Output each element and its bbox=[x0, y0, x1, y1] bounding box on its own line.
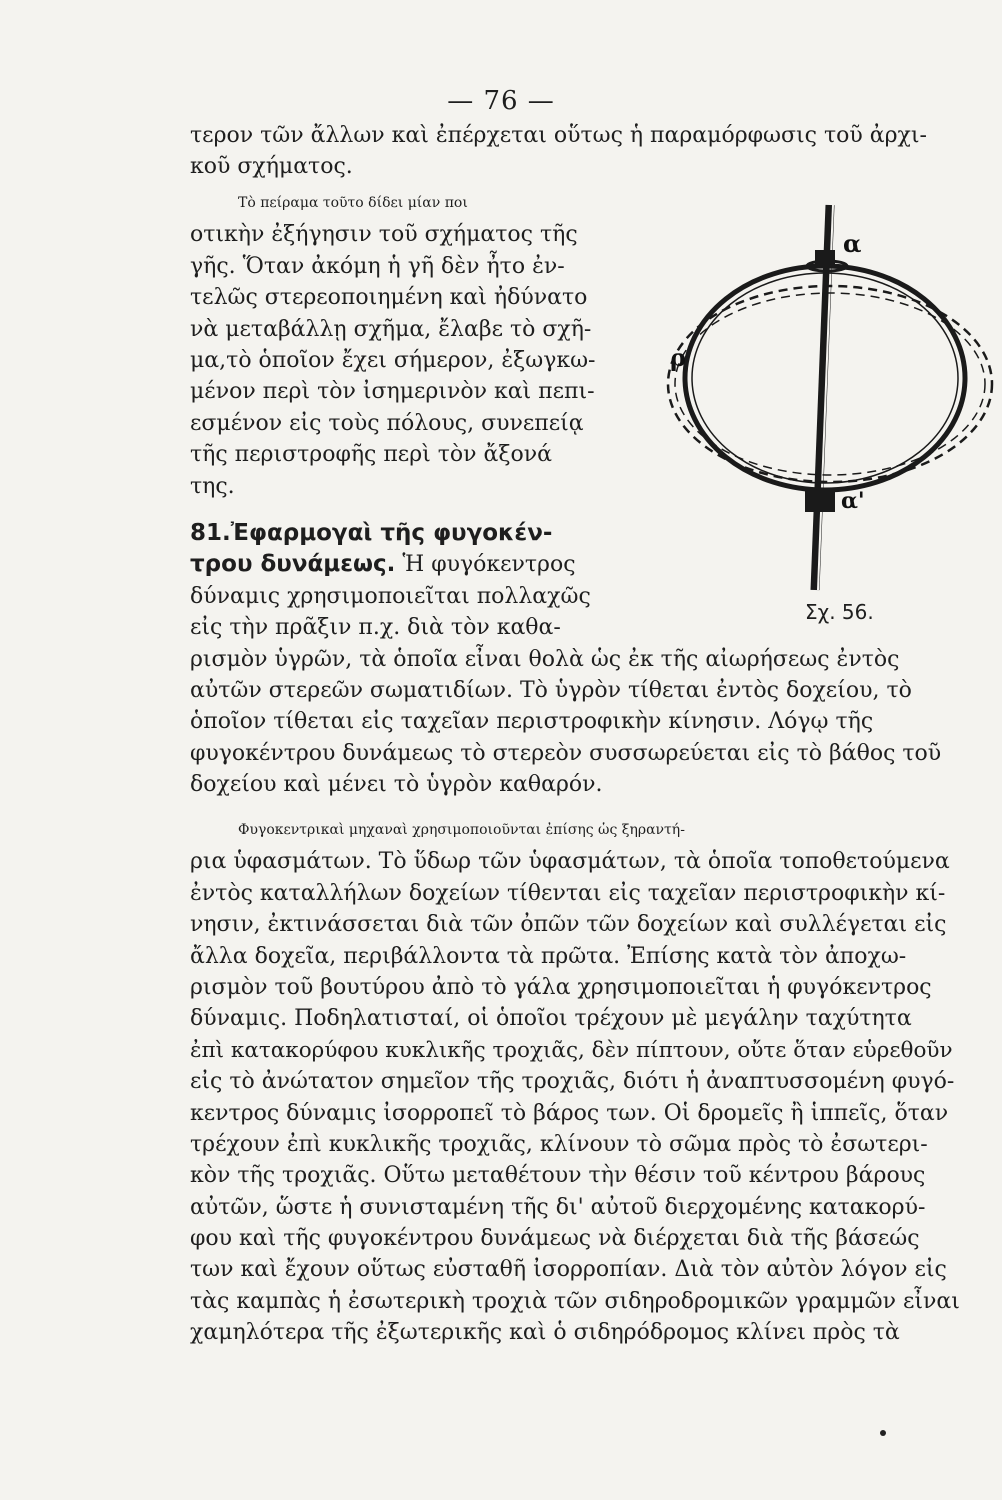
text-line: των καὶ ἔχουν οὕτως εὐσταθῆ ἰσορροπίαν. Διὰ τὸν αὐτὸν λόγον εἰς bbox=[190, 1257, 947, 1283]
figure-caption: Σχ. 56. bbox=[805, 600, 874, 624]
text-line: τὰς καμπὰς ἡ ἐσωτερικὴ τροχιὰ τῶν σιδηροδρομικῶν γραμμῶν εἶναι bbox=[190, 1288, 960, 1314]
text-line: τρέχουν ἐπὶ κυκλικῆς τροχιᾶς, κλίνουν τὸ σῶμα πρὸς τὸ ἐσωτερι- bbox=[190, 1131, 928, 1157]
text-line: ἄλλα δοχεῖα, περιβάλλοντα τὰ πρῶτα. Ἐπίσης κατὰ τὸν ἀποχω- bbox=[190, 943, 907, 969]
text-line: μένον περὶ τὸν ἰσημερινὸν καὶ πεπι- bbox=[190, 379, 595, 405]
text-line: τῆς περιστροφῆς περὶ τὸν ἄξονά bbox=[190, 442, 552, 468]
text-line: δύναμις χρησιμοποιεῖται πολλαχῶς bbox=[190, 583, 591, 609]
label-a-bottom: α' bbox=[841, 488, 865, 514]
text-line bbox=[190, 549, 650, 580]
text-line: εἰς τὴν πρᾶξιν π.χ. διὰ τὸν καθα- bbox=[190, 615, 561, 641]
text-line: νησιν, ἐκτινάσσεται διὰ τῶν ὀπῶν τῶν δοχείων καὶ συλλέγεται εἰς bbox=[190, 912, 947, 938]
label-a-top: α bbox=[843, 229, 862, 258]
text-line: δοχείου καὶ μένει τὸ ὑγρὸν καθαρόν. bbox=[190, 772, 603, 798]
text-line: ρια ὑφασμάτων. Τὸ ὕδωρ τῶν ὑφασμάτων, τὰ ὁποῖα τοποθετούμενα bbox=[190, 849, 950, 875]
text-line: τερον τῶν ἄλλων καὶ ἐπέρχεται οὕτως ἡ παραμόρφωσις τοῦ ἀρχι- bbox=[190, 123, 927, 148]
text-line: τελῶς στερεοποιημένη καὶ ἠδύνατο bbox=[190, 285, 588, 311]
text-line: οτικὴν ἐξήγησιν τοῦ σχήματος τῆς bbox=[190, 222, 578, 248]
text-line: ἐντὸς καταλλήλων δοχείων τίθενται εἰς ταχεῖαν περιστροφικὴν κί- bbox=[190, 880, 946, 906]
text-line: χαμηλότερα τῆς ἐξωτερικῆς καὶ ὁ σιδηρόδρομος κλίνει πρὸς τὰ bbox=[190, 1320, 900, 1346]
text-line: νὰ μεταβάλλῃ σχῆμα, ἔλαβε τὸ σχῆ- bbox=[190, 316, 592, 342]
text-line: κεντρος δύναμις ἰσορροπεῖ τὸ βάρος των. Οἱ δρομεῖς ἢ ἱππεῖς, ὅταν bbox=[190, 1100, 949, 1126]
text-line: εἰς τὸ ἀνώτατον σημεῖον τῆς τροχιᾶς, διότι ἡ ἀναπτυσσομένη φυγό- bbox=[190, 1069, 955, 1095]
text-line: αὐτῶν στερεῶν σωματιδίων. Τὸ ὑγρὸν τίθεται ἐντὸς δοχείου, τὸ bbox=[190, 677, 912, 703]
text-line: δύναμις. Ποδηλατισταί, οἱ ὁποῖοι τρέχουν μὲ μεγάλην ταχύτητα bbox=[190, 1006, 912, 1032]
paragraph-centrifuge bbox=[190, 815, 960, 1349]
text-line: κὸν τῆς τροχιᾶς. Οὕτω μεταθέτουν τὴν θέσιν τοῦ κέντρου βάρους bbox=[190, 1163, 926, 1189]
page-number: — 76 — bbox=[447, 86, 555, 116]
text-span: Ἡ φυγόκεντρος bbox=[402, 552, 576, 578]
text-line: Φυγοκεντρικαὶ μηχαναὶ χρησιμοποιοῦνται ἐπίσης ὡς ξηραντή- bbox=[238, 822, 685, 838]
text-line: ἐπὶ κατακορύφου κυκλικῆς τροχιᾶς, δὲν πίπτουν, οὔτε ὅταν εὑρεθοῦν bbox=[190, 1037, 953, 1063]
text-line: Τὸ πείραμα τοῦτο δίδει μίαν ποι bbox=[238, 195, 468, 211]
text-line: κοῦ σχήματος. bbox=[190, 154, 353, 180]
text-line: φυγοκέντρου δυνάμεως τὸ στερεὸν συσσωρεύεται εἰς τὸ βάθος τοῦ bbox=[190, 740, 942, 766]
ink-dot bbox=[880, 1430, 886, 1436]
text-line: φου καὶ τῆς φυγοκέντρου δυνάμεως νὰ διέρχεται διὰ τῆς βάσεώς bbox=[190, 1226, 920, 1252]
text-line: της. bbox=[190, 473, 235, 499]
label-p: ρ bbox=[670, 343, 686, 372]
text-line: αὐτῶν, ὥστε ἡ συνισταμένη τῆς δι' αὐτοῦ διερχομένης κατακορύ- bbox=[190, 1194, 926, 1220]
paragraph-intro bbox=[190, 120, 960, 183]
section-heading-cont: τρου δυνάμεως. bbox=[190, 551, 396, 578]
text-line: μα,τὸ ὁποῖον ἔχει σήμερον, ἐξωγκω- bbox=[190, 347, 596, 373]
text-line: γῆς. Ὅταν ἀκόμη ἡ γῆ δὲν ἦτο ἐν- bbox=[190, 253, 565, 279]
paragraph-earth-shape bbox=[190, 188, 650, 502]
text-line bbox=[190, 518, 650, 549]
text-line: ὁποῖον τίθεται εἰς ταχεῖαν περιστροφικὴν κίνησιν. Λόγῳ τῆς bbox=[190, 709, 874, 735]
section-heading: Ἐφαρμογαὶ τῆς φυγοκέν- bbox=[230, 520, 553, 546]
text-line: ρισμὸν τοῦ βουτύρου ἀπὸ τὸ γάλα χρησιμοποιεῖται ἡ φυγόκεντρος bbox=[190, 974, 932, 1000]
rotating-hoop-figure bbox=[665, 200, 995, 630]
text-line: εσμένον εἰς τοὺς πόλους, συνεπείᾳ bbox=[190, 410, 584, 436]
text-line: ρισμὸν ὑγρῶν, τὰ ὁποῖα εἶναι θολὰ ὡς ἐκ τῆς αἰωρήσεως ἐντὸς bbox=[190, 646, 900, 672]
section-number: 81. bbox=[190, 520, 231, 546]
